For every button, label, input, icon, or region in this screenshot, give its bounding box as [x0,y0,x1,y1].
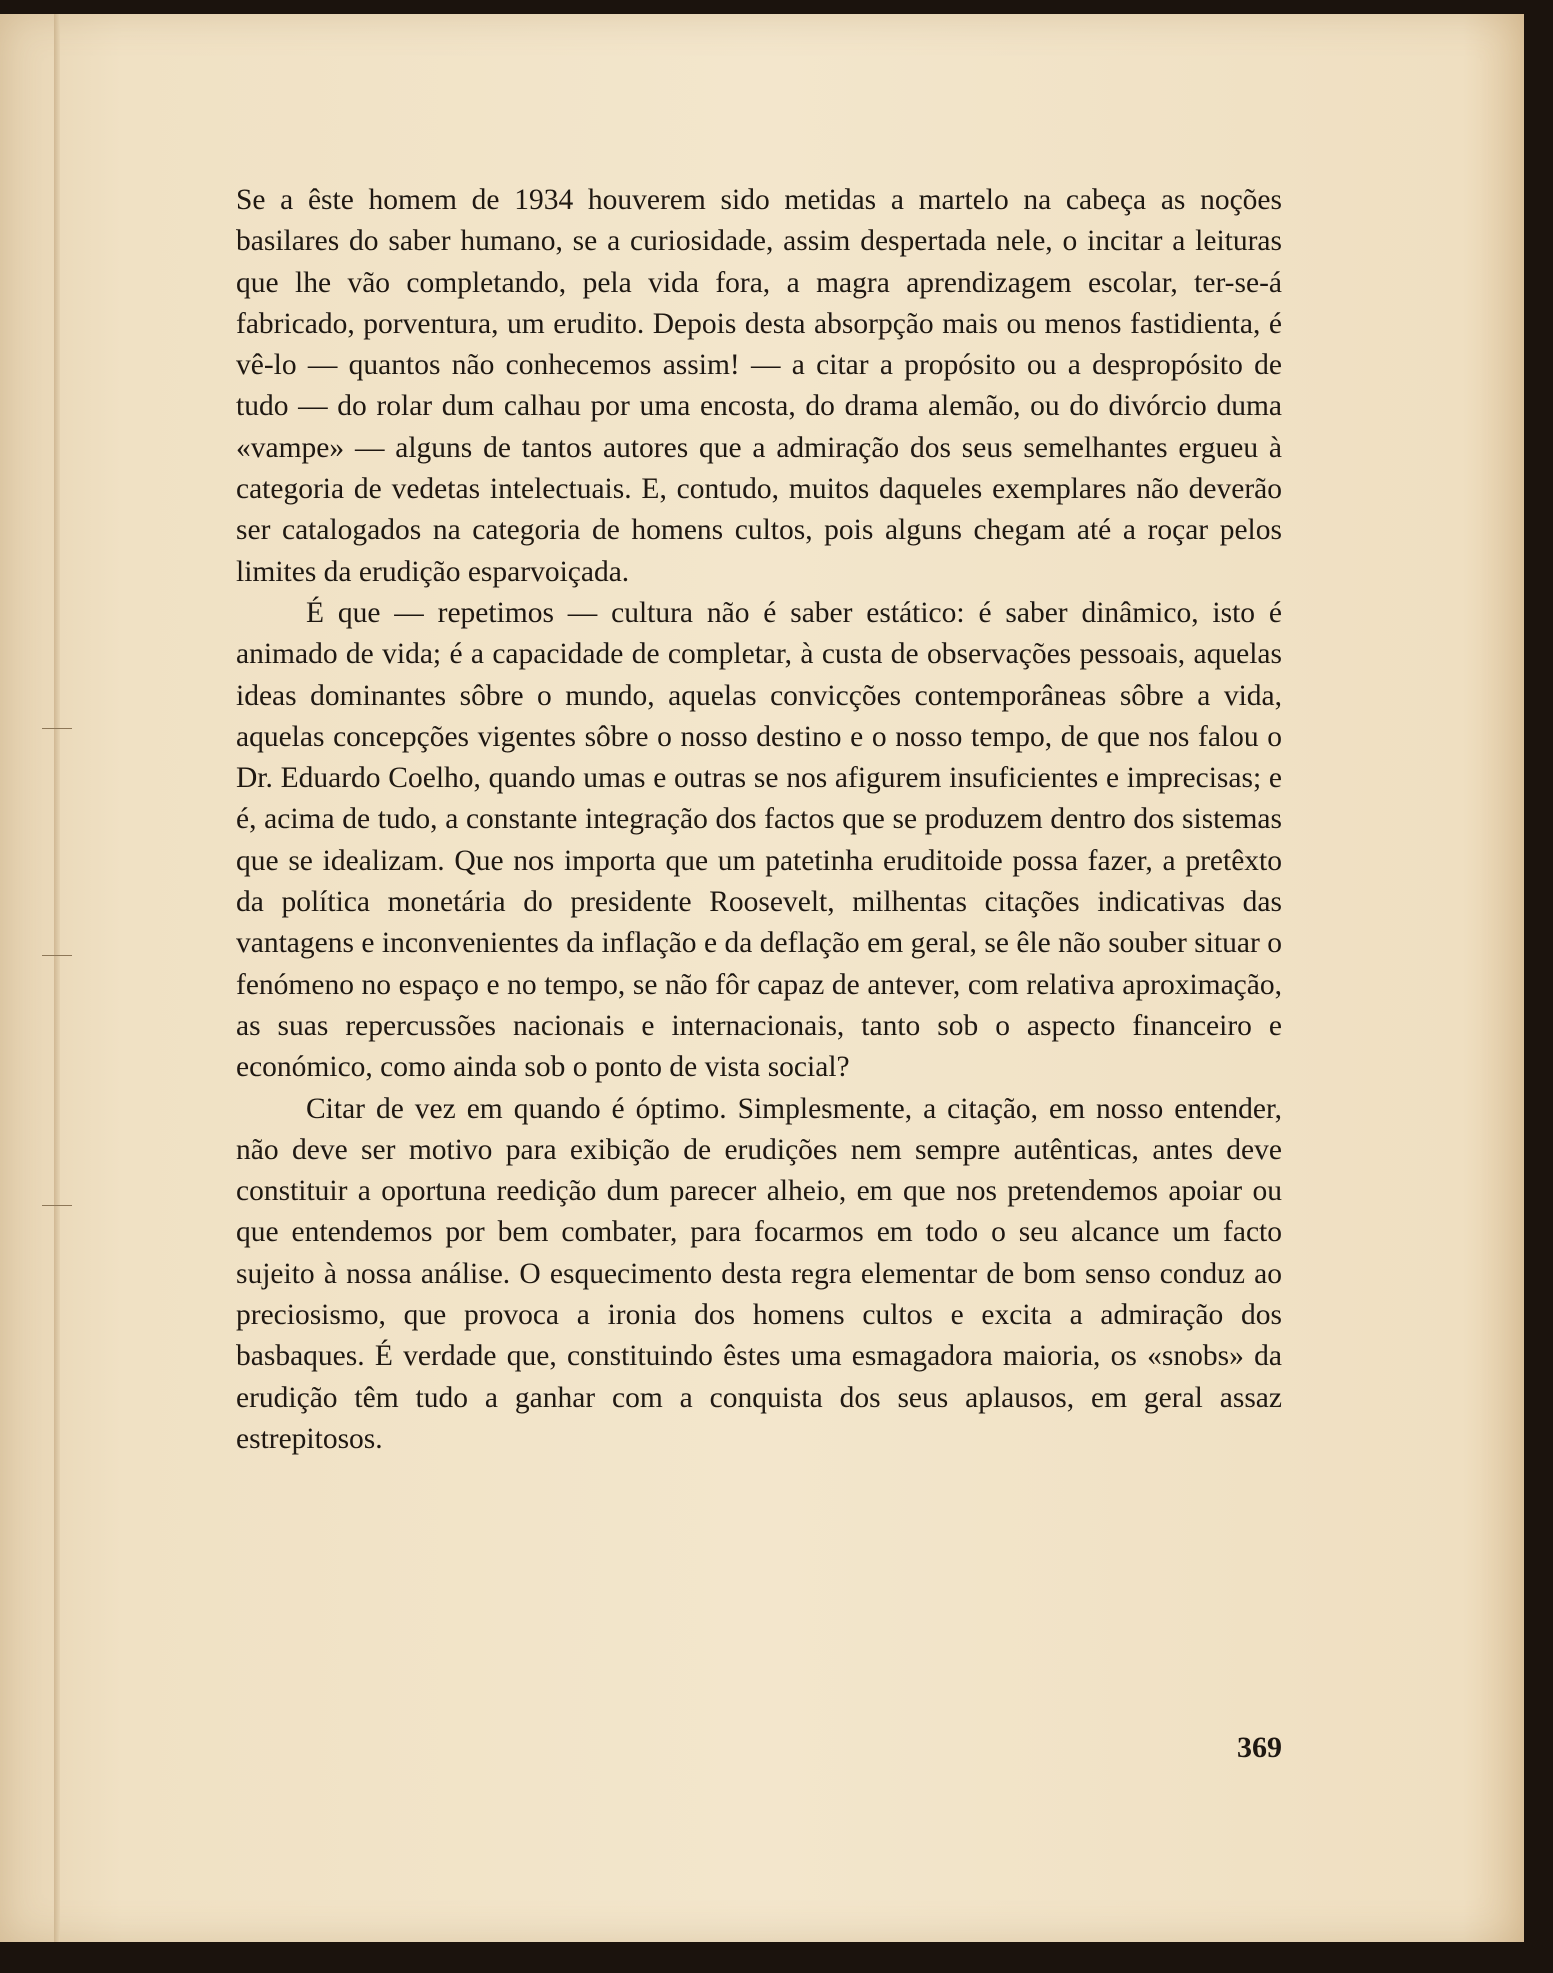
page-binding-edge [54,14,60,1942]
binding-thread-mark [42,955,72,956]
page-number: 369 [1237,1731,1282,1764]
paragraph: Citar de vez em quando é óptimo. Simplesmente, a citação, em nosso entender, não deve ser motivo para exibição de erudições nem sempre autênticas, antes deve constituir a oportuna reedição dum parecer alheio, em que nos pretendemos apoiar ou que entendemos por bem combater, para focarmos em todo o seu alcance um facto sujeito à nossa análise. O esquecimento desta regra elementar de bom senso conduz ao preciosismo, que provoca a ironia dos homens cultos e excita a admiração dos basbaques. É verdade que, constituindo êstes uma esmagadora maioria, os «snobs» da erudição têm tudo a ganhar com a conquista dos seus aplausos, em geral assaz estrepitosos. [236,1092,1282,1455]
binding-thread-mark [42,1205,72,1206]
paragraph: É que — repetimos — cultura não é saber estático: é saber dinâmico, isto é animado de vida; é a capacidade de completar, à custa de observações pessoais, aquelas ideas dominantes sôbre o mundo, aquelas convicções contemporâneas sôbre a vida, aquelas concepções vigentes sôbre o nosso destino e o nosso tempo, de que nos falou o Dr. Eduardo Coelho, quando umas e outras se nos afigurem insuficientes e imprecisas; e é, acima de tudo, a constante integração dos factos que se produzem dentro dos sistemas que se idealizam. Que nos importa que um patetinha eruditoide possa fazer, a pretêxto da política monetária do presidente Roosevelt, milhentas citações indicativas das vantagens e inconvenientes da inflação e da deflação em geral, se êle não souber situar o fenómeno no espaço e no tempo, se não fôr capaz de antever, com relativa aproximação, as suas repercussões nacionais e internacionais, tanto sob o aspecto financeiro e económico, como ainda sob o ponto de vista social? [236,596,1282,1084]
paragraph: Se a êste homem de 1934 houverem sido metidas a martelo na cabeça as noções basilares do saber humano, se a curiosidade, assim despertada nele, o incitar a leituras que lhe vão completando, pela vida fora, a magra aprendizagem escolar, ter-se-á fabricado, porventura, um erudito. Depois desta absorpção mais ou menos fastidienta, é vê-lo — quantos não conhecemos assim! — a citar a propósito ou a despropósito de tudo — do rolar dum calhau por uma encosta, do drama alemão, ou do divórcio duma «vampe» — alguns de tantos autores que a admiração dos seus semelhantes ergueu à categoria de vedetas intelectuais. E, contudo, muitos daqueles exemplares não deverão ser catalogados na categoria de homens cultos, pois alguns chegam até a roçar pelos limites da erudição esparvoiçada. [236,184,1282,588]
body-text [236,180,1282,1460]
binding-thread-mark [42,728,72,729]
